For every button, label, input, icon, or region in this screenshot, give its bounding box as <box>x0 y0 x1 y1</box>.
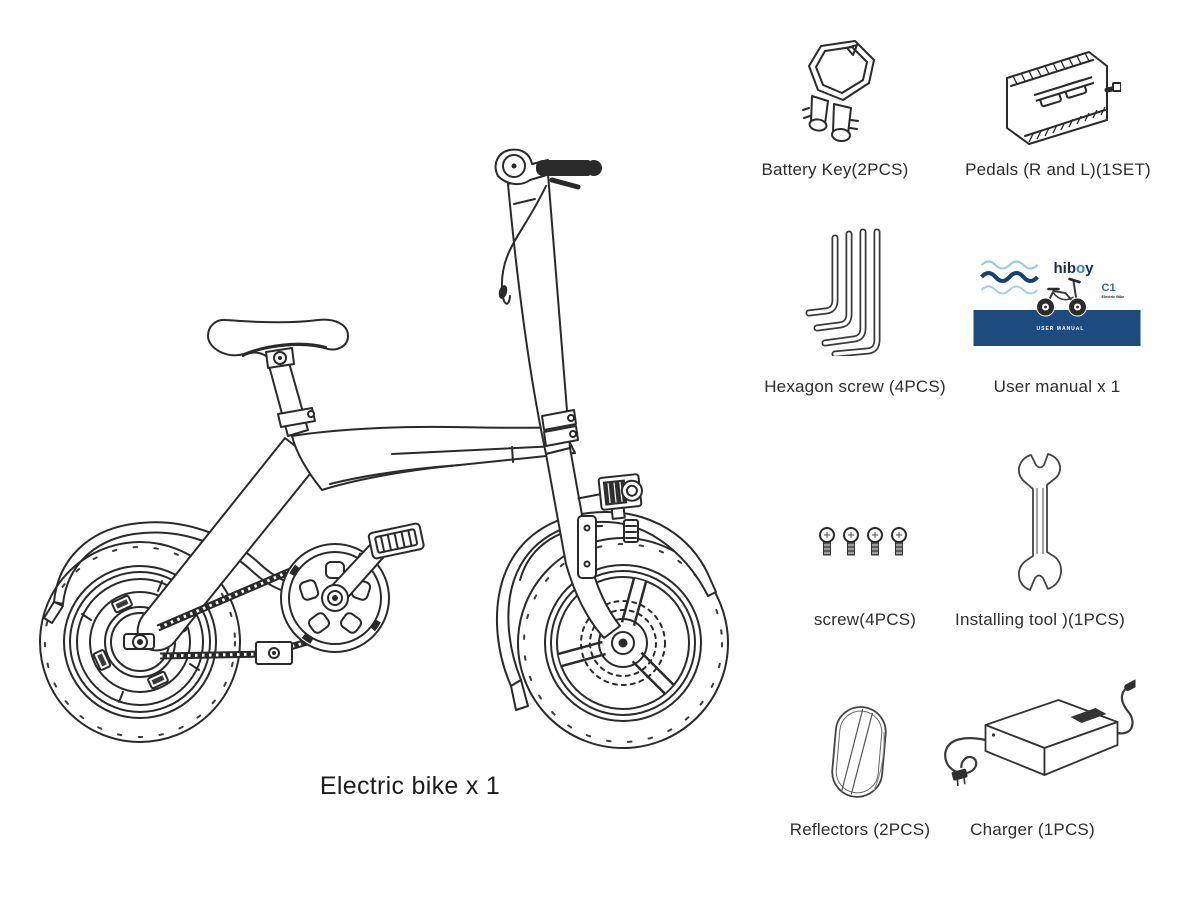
part-label: screw(4PCS) <box>813 610 917 629</box>
frame-beam <box>292 427 575 490</box>
brake-lever <box>552 180 578 187</box>
part-label: Hexagon screw (4PCS) <box>764 377 946 396</box>
electric-bike-illustration <box>30 140 750 780</box>
manual-model-subtitle: Electric Bike <box>1101 295 1125 299</box>
hex-keys-illustration <box>805 224 905 356</box>
screw-item <box>868 528 882 555</box>
part-label: User manual x 1 <box>993 377 1121 396</box>
part-label: Charger (1PCS) <box>970 820 1095 839</box>
pedal <box>368 523 424 559</box>
reflector-illustration <box>825 702 895 802</box>
wrench-illustration <box>1014 452 1066 592</box>
rear-axle <box>124 634 154 649</box>
part-battery-key <box>735 38 935 180</box>
screw-item <box>892 528 906 555</box>
part-charger <box>930 660 1135 840</box>
charger-illustration <box>930 678 1135 798</box>
part-label: Battery Key(2PCS) <box>761 160 909 179</box>
charger-led <box>991 733 994 736</box>
part-label: Pedals (R and L)(1SET) <box>965 160 1151 179</box>
part-pedals <box>958 38 1158 180</box>
hiboy-logo: hiboy <box>1053 260 1094 277</box>
electric-bike-label: Electric bike x 1 <box>319 772 501 800</box>
screws-illustration <box>817 526 913 562</box>
part-hexagon-screw <box>755 234 955 397</box>
part-screw <box>765 448 965 630</box>
manual-band-text: USER MANUAL <box>1036 326 1085 332</box>
steering-column <box>508 173 578 454</box>
part-label: Reflectors (2PCS) <box>789 820 931 839</box>
front-reflector-bracket <box>624 520 638 542</box>
handlebar-grip <box>536 160 594 176</box>
input-cable <box>945 738 985 773</box>
part-user-manual <box>957 234 1157 397</box>
seatpost <box>266 348 315 436</box>
output-cable <box>1117 686 1132 733</box>
part-label: Installing tool )(1PCS) <box>955 610 1125 629</box>
screw-item <box>820 528 834 555</box>
chain-tensioner <box>256 642 292 664</box>
pedals-illustration <box>995 42 1121 150</box>
screw-item <box>844 528 858 555</box>
user-manual-cover-illustration <box>974 251 1141 346</box>
manual-model: C1 <box>1101 282 1116 294</box>
battery-key-illustration <box>785 38 885 150</box>
part-installing-tool <box>940 448 1140 630</box>
